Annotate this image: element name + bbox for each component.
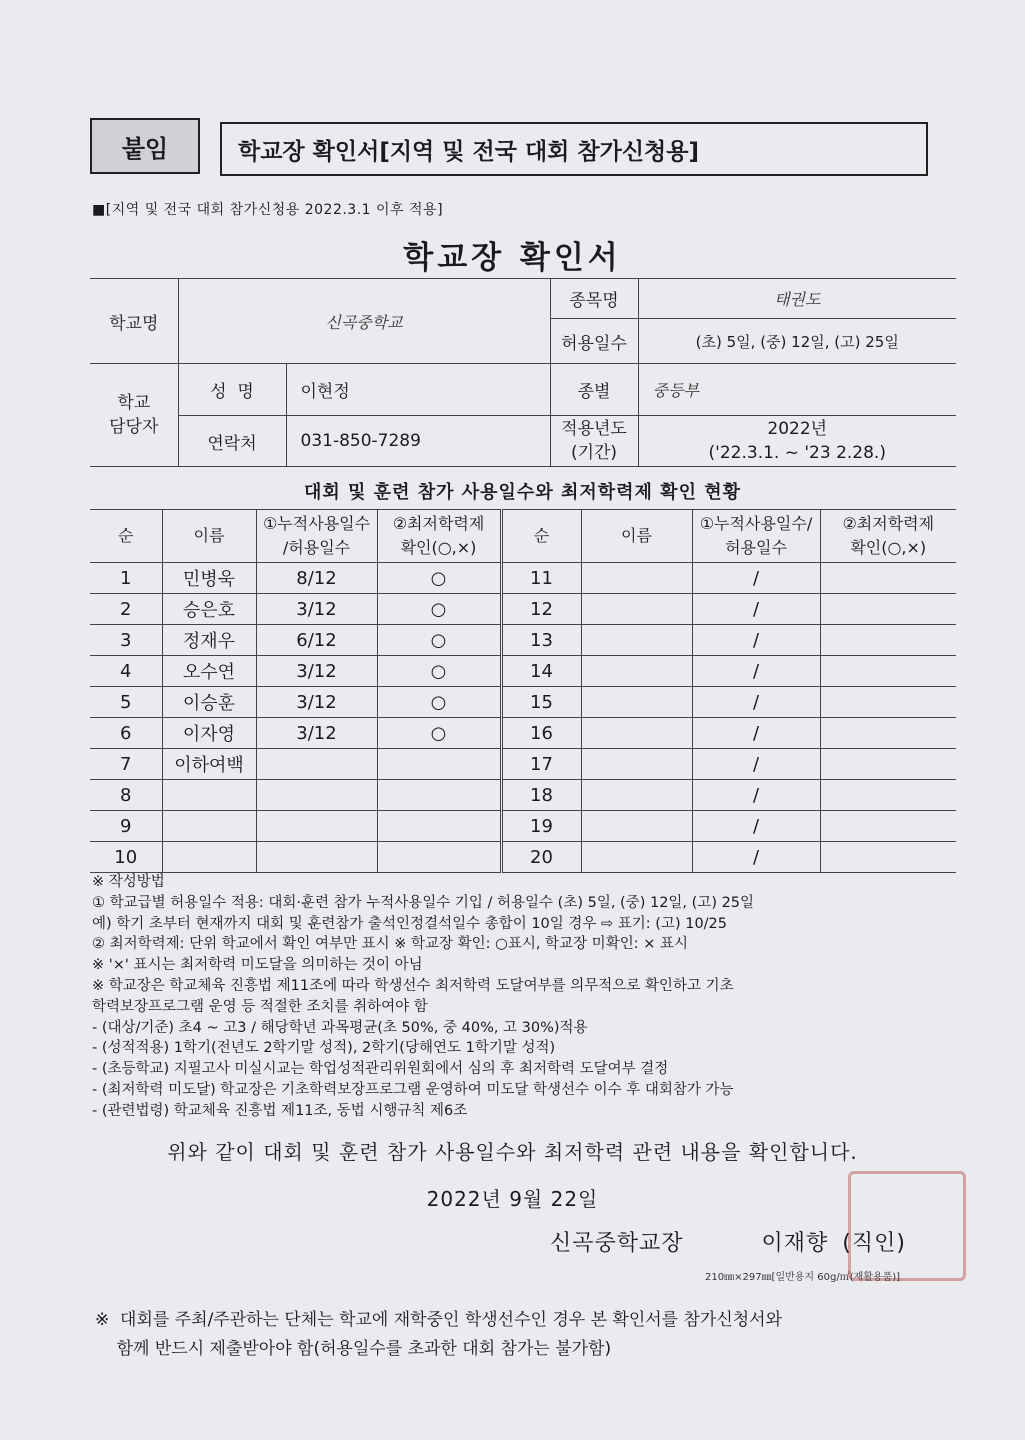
row-number: 6 [90, 718, 162, 749]
table-row [90, 842, 956, 873]
school-label: 학교명 [90, 279, 178, 364]
academic-check [820, 718, 956, 749]
academic-check [820, 780, 956, 811]
student-name: 이자영 [162, 718, 256, 749]
row-number: 7 [90, 749, 162, 780]
row-number: 20 [501, 842, 581, 873]
col-header: ②최저학력제 확인(○,×) [820, 510, 956, 563]
col-header: ①누적사용일수 /허용일수 [256, 510, 377, 563]
student-name [581, 842, 692, 873]
days-used [256, 780, 377, 811]
row-number: 9 [90, 811, 162, 842]
school-value: 신곡중학교 [178, 279, 550, 364]
row-number: 2 [90, 594, 162, 625]
note-line: ① 학교급별 허용일수 적용: 대회·훈련 참가 누적사용일수 기입 / 허용일수 (초) 5일, (중) 12일, (고) 25일 [92, 894, 755, 911]
attachment-tag-label: 붙임 [121, 134, 169, 163]
table-row [90, 687, 956, 718]
seal-note: (직인) [842, 1231, 906, 1256]
name-value: 이현정 [286, 364, 550, 416]
academic-check [820, 842, 956, 873]
days-used: / [692, 749, 820, 780]
note-line: - (최저학력 미도달) 학교장은 기초학력보장프로그램 운영하여 미도달 학생선수 이수 후 대회참가 가능 [92, 1081, 734, 1098]
note-line: ※ 학교장은 학교체육 진흥법 제11조에 따라 학생선수 최저학력 도달여부를 의무적으로 확인하고 기초 [92, 977, 734, 994]
student-name: 승은호 [162, 594, 256, 625]
days-used: 8/12 [256, 563, 377, 594]
table-row [90, 780, 956, 811]
signer-name: 이재향 [761, 1231, 829, 1256]
signer-school: 신곡중학교장 [550, 1231, 684, 1256]
event-value: 태권도 [638, 279, 956, 319]
days-used: / [692, 563, 820, 594]
row-number: 10 [90, 842, 162, 873]
manager-label: 학교 담당자 [90, 364, 178, 467]
row-number: 19 [501, 811, 581, 842]
days-used: 3/12 [256, 687, 377, 718]
year-value: 2022년 [767, 419, 828, 439]
student-name [581, 563, 692, 594]
days-used: / [692, 687, 820, 718]
row-number: 13 [501, 625, 581, 656]
signer [550, 1226, 906, 1257]
student-name [581, 656, 692, 687]
note-line: 학력보장프로그램 운영 등 적절한 조치를 취하여야 함 [92, 998, 428, 1015]
academic-check: ○ [377, 594, 501, 625]
paper-spec: 210㎜×297㎜[일반용지 60g/㎡(재활용품)] [705, 1272, 901, 1283]
table-header-row [90, 510, 956, 563]
attachment-tag [90, 118, 200, 174]
year-cell [638, 416, 956, 467]
student-name [581, 625, 692, 656]
days-used: / [692, 594, 820, 625]
academic-check [820, 656, 956, 687]
student-name [581, 749, 692, 780]
days-used: 3/12 [256, 594, 377, 625]
participation-table [90, 509, 956, 873]
days-used: / [692, 842, 820, 873]
table-row [90, 594, 956, 625]
header-title: 학교장 확인서[지역 및 전국 대회 참가신청용] [238, 138, 699, 165]
allowed-value: (초) 5일, (중) 12일, (고) 25일 [638, 319, 956, 364]
academic-check: ○ [377, 563, 501, 594]
top-note: ■[지역 및 전국 대회 참가신청용 2022.3.1 이후 적용] [92, 202, 444, 218]
academic-check [820, 749, 956, 780]
header-title-box [220, 122, 928, 176]
row-number: 11 [501, 563, 581, 594]
contact-label: 연락처 [178, 416, 286, 467]
days-used: / [692, 625, 820, 656]
note-line: - (초등학교) 지필고사 미실시교는 학업성적관리위원회에서 심의 후 최저학력 도달여부 결정 [92, 1061, 669, 1078]
academic-check: ○ [377, 718, 501, 749]
issue-date: 2022년 9월 22일 [426, 1187, 599, 1211]
student-name: 민병욱 [162, 563, 256, 594]
table-row [90, 656, 956, 687]
note-line: ② 최저학력제: 단위 학교에서 확인 여부만 표시 ※ 학교장 확인: ○표시, 학교장 미확인: × 표시 [92, 936, 688, 953]
row-number: 5 [90, 687, 162, 718]
table-row [90, 625, 956, 656]
row-number: 1 [90, 563, 162, 594]
row-number: 16 [501, 718, 581, 749]
row-number: 17 [501, 749, 581, 780]
note-line: - (관련법령) 학교체육 진흥법 제11조, 동법 시행규칙 제6조 [92, 1102, 468, 1119]
days-used [256, 811, 377, 842]
table-row [90, 718, 956, 749]
event-label: 종목명 [550, 279, 638, 319]
student-name [581, 687, 692, 718]
col-header: ②최저학력제 확인(○,×) [377, 510, 501, 563]
student-name [581, 718, 692, 749]
days-used: / [692, 811, 820, 842]
table-row [90, 811, 956, 842]
academic-check [820, 811, 956, 842]
row-number: 14 [501, 656, 581, 687]
student-name: 정재우 [162, 625, 256, 656]
row-number: 18 [501, 780, 581, 811]
note-line: - (성적적용) 1학기(전년도 2학기말 성적), 2학기(당해연도 1학기말 성적) [92, 1040, 556, 1057]
days-used [256, 749, 377, 780]
period-value: ('22.3.1. ~ '23 2.28.) [708, 443, 886, 463]
col-header: 순 [501, 510, 581, 563]
category-label: 종별 [550, 364, 638, 416]
academic-check [820, 625, 956, 656]
col-header: 이름 [581, 510, 692, 563]
academic-check [377, 749, 501, 780]
section-title: 대회 및 훈련 참가 사용일수와 최저학력제 확인 현황 [303, 482, 741, 503]
days-used: 3/12 [256, 718, 377, 749]
days-used: / [692, 718, 820, 749]
student-name [162, 811, 256, 842]
bottom-note [95, 1306, 975, 1364]
bottom-note-line: ※ 대회를 주최/주관하는 단체는 학교에 재학중인 학생선수인 경우 본 확인서를 참가신청서와 [95, 1310, 783, 1330]
days-used: 6/12 [256, 625, 377, 656]
col-header: 이름 [162, 510, 256, 563]
note-line: ※ 작성방법 [92, 874, 165, 890]
col-header: ①누적사용일수/ 허용일수 [692, 510, 820, 563]
academic-check [377, 780, 501, 811]
confirmation-statement: 위와 같이 대회 및 훈련 참가 사용일수와 최저학력 관련 내용을 확인합니다. [167, 1140, 858, 1164]
row-number: 4 [90, 656, 162, 687]
note-line: 예) 학기 초부터 현재까지 대회 및 훈련참가 출석인정결석일수 총합이 10일 경우 ⇨ 표기: (고) 10/25 [92, 915, 728, 932]
category-value: 중등부 [638, 364, 956, 416]
row-number: 8 [90, 780, 162, 811]
student-name [581, 594, 692, 625]
table-row [90, 563, 956, 594]
info-table [90, 278, 956, 467]
note-line: - (대상/기준) 초4 ~ 고3 / 해당학년 과목평균(초 50%, 중 40%, 고 30%)적용 [92, 1019, 588, 1036]
student-name: 이승훈 [162, 687, 256, 718]
col-header: 순 [90, 510, 162, 563]
academic-check: ○ [377, 687, 501, 718]
student-name: 오수연 [162, 656, 256, 687]
row-number: 12 [501, 594, 581, 625]
row-number: 3 [90, 625, 162, 656]
days-used [256, 842, 377, 873]
student-name [581, 780, 692, 811]
academic-check: ○ [377, 625, 501, 656]
academic-check: ○ [377, 656, 501, 687]
student-name: 이하여백 [162, 749, 256, 780]
days-used: 3/12 [256, 656, 377, 687]
student-name [162, 780, 256, 811]
academic-check [377, 811, 501, 842]
row-number: 15 [501, 687, 581, 718]
academic-check [820, 563, 956, 594]
academic-check [377, 842, 501, 873]
note-line: ※ '×' 표시는 최저학력 미도달을 의미하는 것이 아님 [92, 957, 423, 974]
days-used: / [692, 656, 820, 687]
academic-check [820, 594, 956, 625]
allowed-label: 허용일수 [550, 319, 638, 364]
days-used: / [692, 780, 820, 811]
student-name [581, 811, 692, 842]
name-label: 성 명 [178, 364, 286, 416]
contact-value: 031-850-7289 [286, 416, 550, 467]
academic-check [820, 687, 956, 718]
student-name [162, 842, 256, 873]
table-row [90, 749, 956, 780]
document-title: 학교장 확인서 [403, 240, 622, 276]
instructions [92, 872, 962, 1122]
bottom-note-line: 함께 반드시 제출받아야 함(허용일수를 초과한 대회 참가는 불가함) [95, 1339, 612, 1359]
year-label: 적용년도 (기간) [550, 416, 638, 467]
